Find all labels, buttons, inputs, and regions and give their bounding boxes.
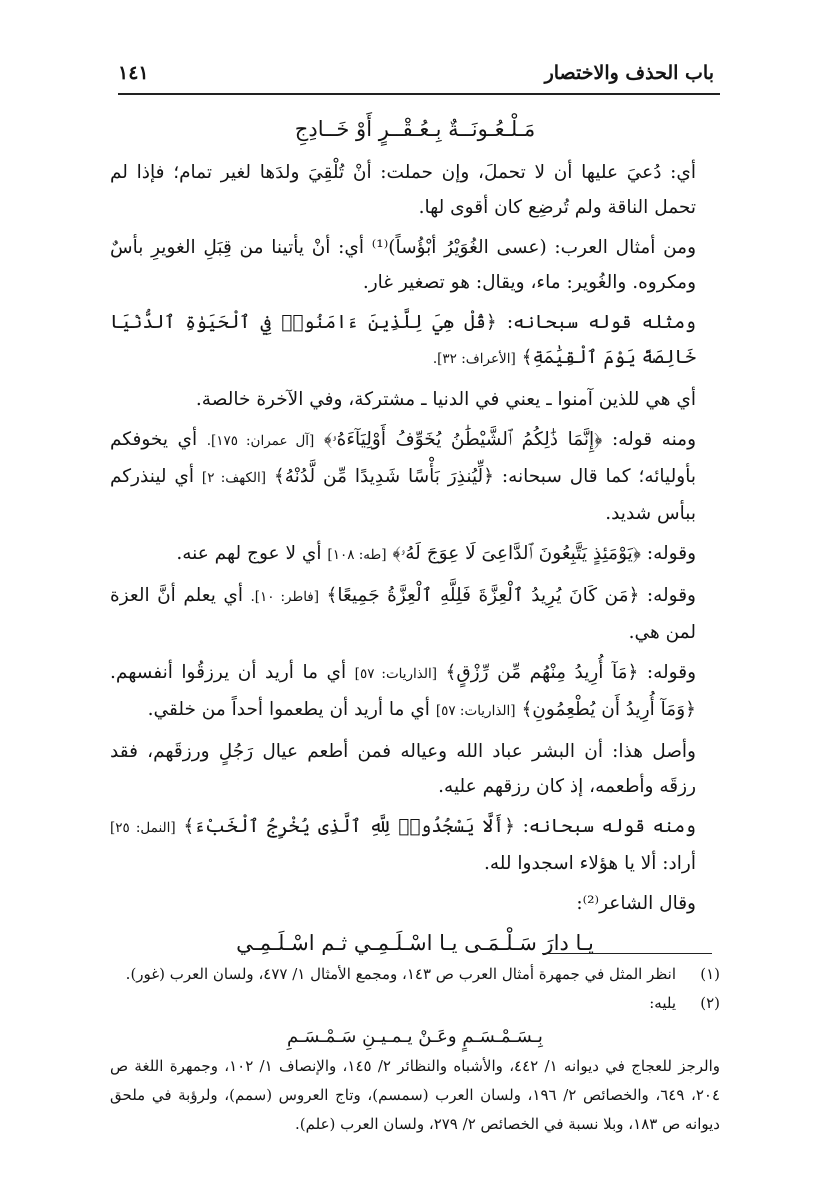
paragraph: أي هي للذين آمنوا ـ يعني في الدنيا ـ مشتركة، وفي الآخرة خالصة. (195, 389, 696, 410)
quran-verse: ﴿إِنَّمَا ذَٰلِكُمُ ٱلشَّيْطَٰنُ يُخَوِّفُ أَوْلِيَآءَهُۥ﴾ (323, 429, 603, 450)
page-number: ١٤١ (118, 62, 149, 84)
paragraph-lead: ومنه قوله سبحانه: (522, 816, 696, 837)
paragraph-lead: وقوله: (646, 662, 696, 683)
verse-reference: [فاطر: ١٠]. (250, 589, 320, 605)
paragraph-lead: وقوله: (646, 543, 696, 564)
paragraph-text: أي لا عوج لهم عنه. (176, 543, 322, 564)
footnote-text: والرجز للعجاج في ديوانه ١/ ٤٤٢، والأشباه والنظائر ٢/ ١٤٥، والإنصاف ١/ ١٠٢، وجمهرة اللغة ص ٢٠٤، ٦٤٩، والخصائص ٢/ ١٩٦، ولسان العرب (سمسم)، وتاج العروس (سمم)، ولرؤبة في ملحق ديوانه ص ١٨٣، وبلا نسبة في الخصائص ٢/ ٢٧٩، ولسان العرب (علم). (110, 1057, 721, 1133)
paragraph (110, 536, 720, 573)
footnote-number: (١) (700, 965, 720, 983)
footnote-number: (٢) (700, 994, 720, 1012)
quran-verse: ﴿يَوْمَئِذٍ يَتَّبِعُونَ ٱلدَّاعِىَ لَا عِوَجَ لَهُۥ﴾ (392, 543, 641, 564)
verse-reference: [آل عمران: ١٧٥]. (206, 433, 315, 449)
quran-verse: ﴿وَمَآ أُرِيدُ أَن يُطْعِمُونِ﴾ (521, 699, 696, 720)
poetry-verse: مَـلْـعُـونَــةٌ بِـعُـقْــرٍ أَوْ خَــادِجِ (294, 117, 536, 141)
verse-reference: [الذاريات: ٥٧] (354, 666, 438, 682)
paragraph-lead: ومثله قوله سبحانه: (506, 312, 696, 333)
quran-verse: ﴿لِّيُنذِرَ بَأْسًا شَدِيدًا مِّن لَّدُنْهُ﴾ (273, 466, 495, 487)
paragraph-lead: ومنه قوله: (611, 429, 697, 450)
paragraph: أي: دُعيَ عليها أن لا تحملَ، وإن حملت: أنْ تُلْقِيَ ولدَها لغير تمام؛ فإذا لم تحمل الناقة ولم تُرضِع كان أقوى لها. (110, 162, 696, 218)
paragraph-text: أي ما أريد أن يطعموا أحداً من خلقي. (147, 699, 430, 720)
footnote-verse: بِـسَـمْـسَـمٍ وعَـنْ يـمـيـنِ سَـمْـسَـمِ (287, 1026, 543, 1047)
paragraph-text: أي لينذركم ببأس شديد. (110, 466, 696, 524)
paragraph-lead: وقوله: (646, 585, 696, 606)
quran-verse: ﴿مَآ أُرِيدُ مِنْهُم مِّن رِّزْقٍ﴾ (445, 662, 639, 683)
paragraph-text: أي ما أريد أن يرزقُوا أنفسهم. (110, 662, 347, 683)
page-header (118, 60, 714, 92)
verse-reference: [الكهف: ٢] (201, 470, 267, 486)
quran-verse: ﴿أَلَّا يَسْجُدُوا۟ لِلَّهِ ٱلَّذِى يُخْرِجُ ٱلْخَبْءَ﴾ (183, 816, 515, 837)
paragraph-text: أي يعلم أنَّ العزة لمن هي. (110, 585, 696, 643)
paragraph-text: أراد: ألا يا هؤلاء اسجدوا لله. (483, 853, 696, 874)
footnotes (110, 960, 720, 1139)
verse-reference: [طه: ١٠٨] (327, 547, 387, 563)
footnote-rule (542, 953, 712, 954)
verse-reference: [النمل: ٢٥] (110, 820, 176, 836)
footnote (110, 960, 720, 989)
main-text (110, 108, 720, 969)
poetry-verse: يـا دارَ سَـلْـمَـى يـا اسْـلَـمِـي ثـم اسْـلَـمِـي (236, 931, 594, 955)
paragraph (110, 655, 720, 729)
header-rule (118, 93, 720, 95)
chapter-title: باب الحذف والاختصار (544, 62, 714, 84)
paragraph (110, 422, 720, 531)
footnote (110, 989, 720, 1018)
paragraph (110, 578, 720, 650)
paragraph (110, 305, 720, 377)
footnote-text: يليه: (649, 994, 676, 1012)
quran-verse: ﴿مَن كَانَ يُرِيدُ ٱلْعِزَّةَ فَلِلَّهِ ٱلْعِزَّةُ جَمِيعًا﴾ (326, 585, 640, 606)
paragraph-text: أي يخوفكم بأوليائه؛ كما قال سبحانه: (110, 429, 696, 487)
paragraph: ومن أمثال العرب: (عسى الغُوَيْرُ أبْؤُساً)⁽¹⁾ أي: أنْ يأتينا من قِبَلِ الغويرِ بأسٌ ومكروه. والغُوير: ماء، ويقال: هو تصغير غار. (110, 237, 697, 293)
paragraph: وأصل هذا: أن البشر عباد الله وعياله فمن أطعم عيال رَجُلٍ ورزقَهم، فقد رزقَه وأطعمه، إذ كان رزقهم عليه. (110, 741, 696, 797)
paragraph: وقال الشاعر⁽²⁾: (576, 893, 696, 914)
verse-reference: [الأعراف: ٣٢]. (432, 351, 516, 367)
verse-reference: [الذاريات: ٥٧] (435, 703, 516, 719)
footnote-text: انظر المثل في جمهرة أمثال العرب ص ١٤٣، ومجمع الأمثال ١/ ٤٧٧، ولسان العرب (غور). (125, 965, 676, 983)
quran-verse: ﴿قُلْ هِيَ لِلَّذِينَ ءَامَنُوا۟ فِي ٱلْحَيَوٰةِ ٱلدُّنْيَا خَالِصَةً يَوْمَ ٱلْقِيَٰمَةِ﴾ (110, 312, 696, 368)
paragraph (110, 809, 720, 881)
